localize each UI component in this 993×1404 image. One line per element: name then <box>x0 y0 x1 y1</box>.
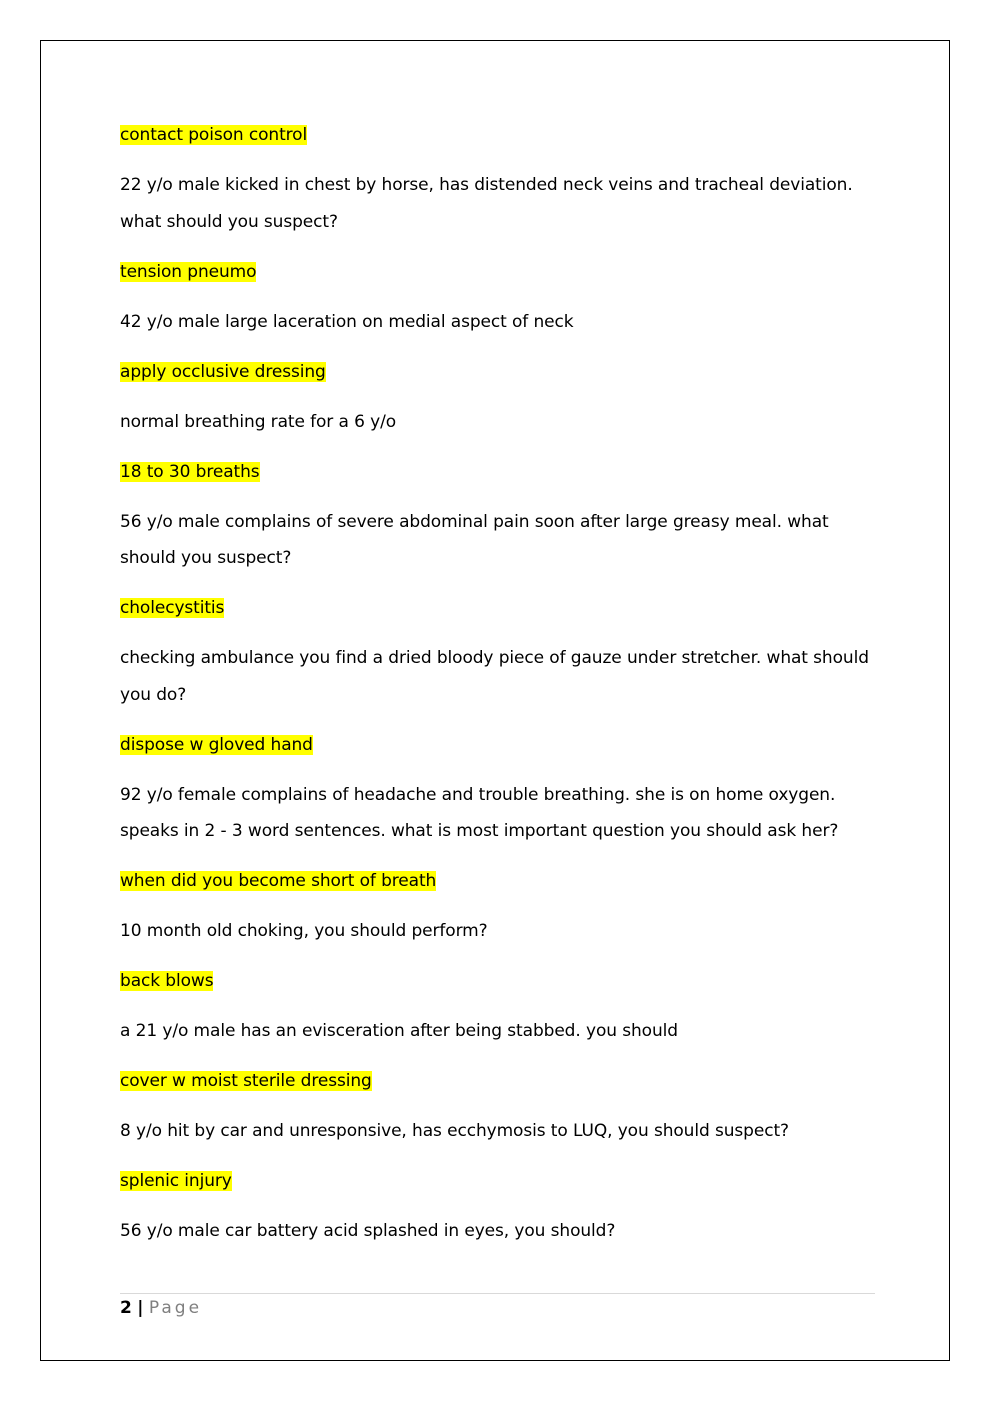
answer-item <box>120 590 880 627</box>
highlighted-answer: dispose w gloved hand <box>120 734 313 755</box>
highlighted-answer: 18 to 30 breaths <box>120 461 260 482</box>
answer-item <box>120 117 880 154</box>
highlighted-answer: back blows <box>120 971 214 991</box>
question-item: 56 y/o male car battery acid splashed in eyes, you should? <box>120 1221 616 1241</box>
document-body <box>120 117 880 1263</box>
answer-item <box>120 963 880 1000</box>
question-item: a 21 y/o male has an evisceration after being stabbed. you should <box>120 1021 678 1041</box>
highlighted-answer: splenic injury <box>120 1171 232 1191</box>
highlighted-answer: contact poison control <box>120 125 308 145</box>
answer-item <box>120 354 880 391</box>
answer-item <box>120 254 880 291</box>
question-item: 8 y/o hit by car and unresponsive, has ecchymosis to LUQ, you should suspect? <box>120 1121 789 1141</box>
page-label: Page <box>148 1298 203 1318</box>
answer-item <box>120 1163 880 1200</box>
highlighted-answer: apply occlusive dressing <box>120 361 326 382</box>
question-item: 92 y/o female complains of headache and trouble breathing. she is on home oxygen. speaks in 2 - 3 word sentences. what is most important question you should ask her? <box>120 784 839 841</box>
footer-separator: | <box>137 1298 144 1318</box>
answer-item <box>120 454 880 491</box>
answer-item <box>120 1063 880 1100</box>
footer-divider <box>120 1293 875 1294</box>
answer-item <box>120 727 880 764</box>
answer-item <box>120 863 880 900</box>
highlighted-answer: tension pneumo <box>120 261 257 282</box>
question-item: checking ambulance you find a dried bloody piece of gauze under stretcher. what should you do? <box>120 648 869 705</box>
highlighted-answer: cover w moist sterile dressing <box>120 1071 372 1091</box>
page-footer <box>120 1296 202 1320</box>
question-item: 22 y/o male kicked in chest by horse, has distended neck veins and tracheal deviation. what should you suspect? <box>120 175 853 232</box>
page-number: 2 <box>120 1298 132 1318</box>
highlighted-answer: when did you become short of breath <box>120 871 437 891</box>
question-item: 56 y/o male complains of severe abdominal pain soon after large greasy meal. what should you suspect? <box>120 511 829 568</box>
question-item: 42 y/o male large laceration on medial aspect of neck <box>120 311 574 332</box>
question-item: 10 month old choking, you should perform? <box>120 921 488 941</box>
highlighted-answer: cholecystitis <box>120 598 225 618</box>
question-item: normal breathing rate for a 6 y/o <box>120 411 397 432</box>
